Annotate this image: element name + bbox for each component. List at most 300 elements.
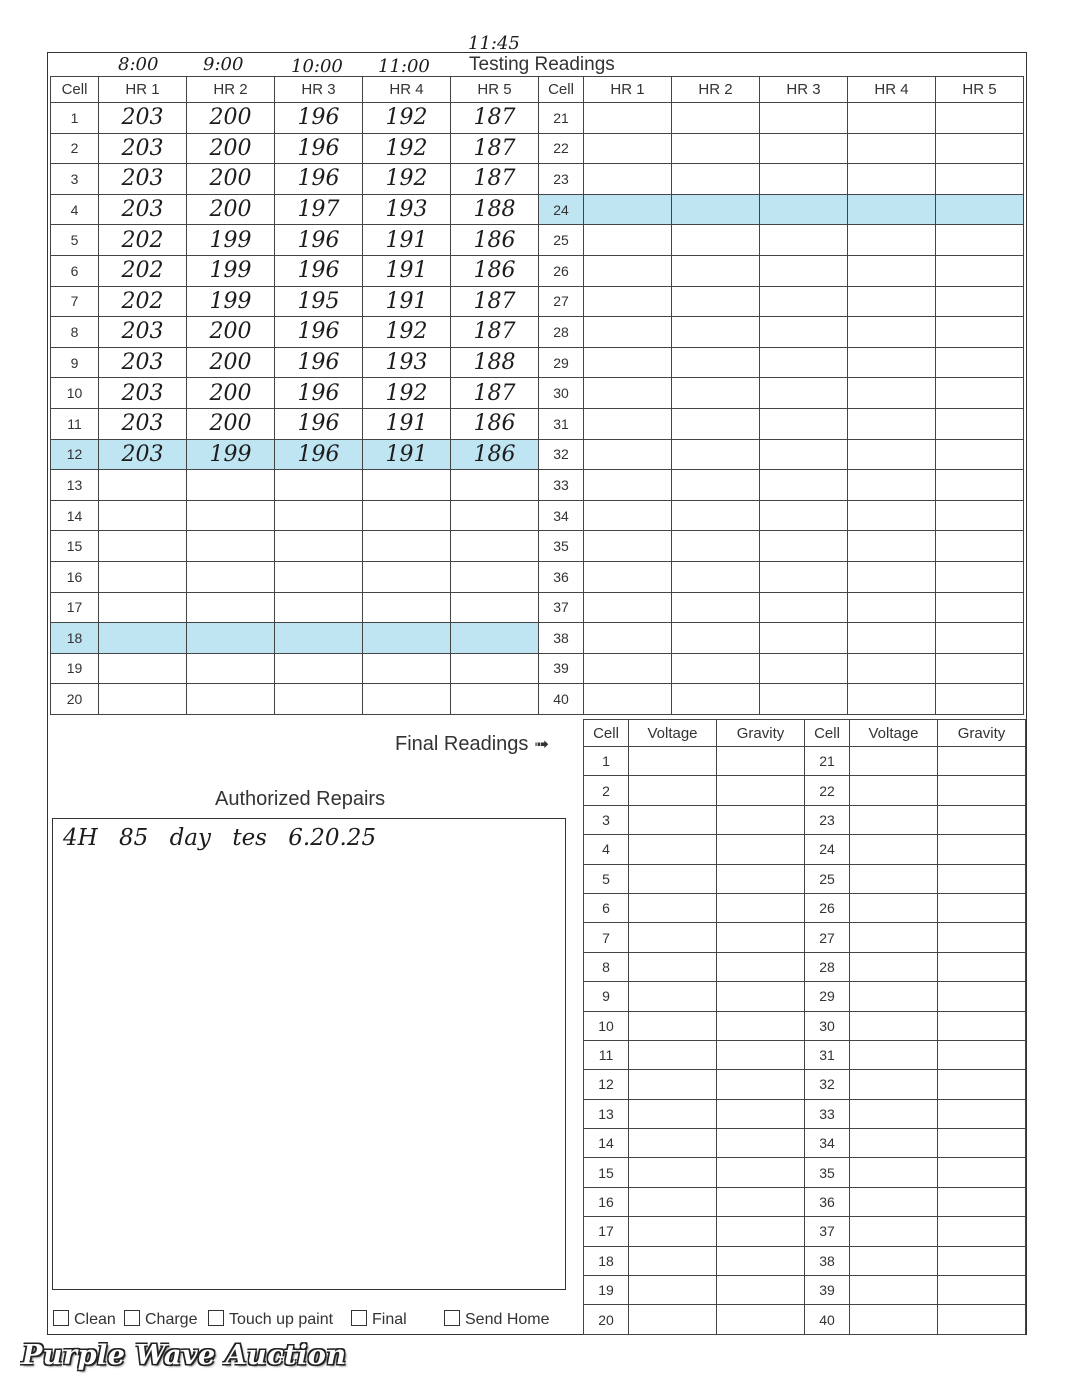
voltage-field[interactable]	[629, 776, 717, 805]
gravity-field[interactable]	[938, 1070, 1026, 1099]
reading-hr1[interactable]	[99, 561, 187, 592]
reading-hr4[interactable]	[848, 255, 936, 286]
reading-hr4[interactable]	[848, 286, 936, 317]
reading-hr1[interactable]	[584, 500, 672, 531]
cell-number: 10	[51, 378, 99, 409]
reading-hr1[interactable]	[584, 164, 672, 195]
reading-hr1[interactable]: 203	[99, 103, 187, 134]
reading-hr5[interactable]	[936, 225, 1024, 256]
reading-hr5[interactable]: 187	[451, 317, 539, 348]
gravity-field[interactable]	[938, 1011, 1026, 1040]
cell-number: 38	[805, 1246, 850, 1275]
final-readings-text: Final Readings	[395, 733, 529, 755]
reading-hr3[interactable]	[760, 684, 848, 715]
reading-hr5[interactable]	[936, 470, 1024, 501]
reading-hr1[interactable]	[99, 653, 187, 684]
gravity-field[interactable]	[717, 1187, 805, 1216]
reading-hr4[interactable]	[363, 684, 451, 715]
voltage-field[interactable]	[629, 864, 717, 893]
checkbox-square-icon[interactable]	[208, 1310, 224, 1326]
reading-hr2[interactable]: 200	[187, 164, 275, 195]
reading-hr4[interactable]	[848, 317, 936, 348]
reading-hr5[interactable]	[936, 194, 1024, 225]
reading-hr5[interactable]	[936, 133, 1024, 164]
voltage-field[interactable]	[850, 805, 938, 834]
reading-hr2[interactable]	[672, 531, 760, 562]
gravity-field[interactable]	[717, 1305, 805, 1334]
voltage-field[interactable]	[629, 923, 717, 952]
gravity-field[interactable]	[717, 835, 805, 864]
reading-hr3[interactable]	[760, 408, 848, 439]
voltage-field[interactable]	[850, 952, 938, 981]
reading-hr5[interactable]	[936, 408, 1024, 439]
reading-hr2[interactable]	[187, 500, 275, 531]
reading-hr4[interactable]: 193	[363, 194, 451, 225]
reading-hr5[interactable]	[936, 623, 1024, 654]
reading-hr1[interactable]	[99, 470, 187, 501]
checkbox-square-icon[interactable]	[124, 1310, 140, 1326]
gravity-field[interactable]	[938, 1040, 1026, 1069]
reading-hr4[interactable]: 192	[363, 317, 451, 348]
reading-hr1[interactable]	[99, 500, 187, 531]
checkbox-final[interactable]	[351, 1310, 407, 1329]
reading-hr4[interactable]	[848, 194, 936, 225]
reading-hr5[interactable]	[451, 531, 539, 562]
reading-hr5[interactable]	[451, 500, 539, 531]
reading-hr3[interactable]: 196	[275, 378, 363, 409]
reading-hr5[interactable]	[936, 561, 1024, 592]
reading-hr5[interactable]: 187	[451, 103, 539, 134]
reading-hr3[interactable]	[760, 531, 848, 562]
reading-hr2[interactable]	[672, 653, 760, 684]
voltage-field[interactable]	[850, 1011, 938, 1040]
reading-hr2[interactable]: 200	[187, 103, 275, 134]
reading-hr2[interactable]: 200	[187, 347, 275, 378]
reading-hr5[interactable]: 186	[451, 255, 539, 286]
reading-hr3[interactable]	[760, 194, 848, 225]
voltage-field[interactable]	[629, 747, 717, 776]
voltage-field[interactable]	[850, 747, 938, 776]
checkbox-send-home[interactable]	[444, 1310, 550, 1329]
gravity-field[interactable]	[717, 1099, 805, 1128]
gravity-field[interactable]	[717, 1129, 805, 1158]
reading-hr3[interactable]	[760, 225, 848, 256]
reading-hr2[interactable]: 200	[187, 133, 275, 164]
reading-hr5[interactable]	[451, 470, 539, 501]
reading-hr5[interactable]	[451, 653, 539, 684]
reading-hr2[interactable]	[672, 286, 760, 317]
reading-hr1[interactable]	[584, 255, 672, 286]
reading-hr4[interactable]	[363, 561, 451, 592]
voltage-field[interactable]	[629, 1276, 717, 1305]
reading-hr2[interactable]	[187, 684, 275, 715]
gravity-field[interactable]	[938, 893, 1026, 922]
reading-hr5[interactable]: 187	[451, 286, 539, 317]
gravity-field[interactable]	[938, 1158, 1026, 1187]
reading-hr3[interactable]: 196	[275, 347, 363, 378]
reading-hr3[interactable]	[275, 623, 363, 654]
reading-hr2[interactable]	[672, 103, 760, 134]
reading-hr3[interactable]	[760, 500, 848, 531]
reading-hr4[interactable]	[848, 225, 936, 256]
reading-hr3[interactable]	[760, 255, 848, 286]
reading-hr1[interactable]	[584, 225, 672, 256]
reading-hr1[interactable]	[584, 317, 672, 348]
reading-hr4[interactable]	[363, 531, 451, 562]
authorized-repairs-box[interactable]	[52, 818, 566, 1290]
reading-hr3[interactable]	[760, 439, 848, 470]
reading-hr3[interactable]	[275, 531, 363, 562]
reading-hr1[interactable]	[584, 684, 672, 715]
checkbox-charge[interactable]	[124, 1310, 197, 1329]
reading-hr5[interactable]	[936, 531, 1024, 562]
gravity-field[interactable]	[938, 1099, 1026, 1128]
gravity-field[interactable]	[938, 982, 1026, 1011]
reading-hr5[interactable]: 188	[451, 347, 539, 378]
reading-hr1[interactable]	[99, 623, 187, 654]
reading-hr1[interactable]	[584, 103, 672, 134]
reading-hr5[interactable]: 187	[451, 378, 539, 409]
voltage-field[interactable]	[629, 1246, 717, 1275]
reading-hr2[interactable]	[672, 470, 760, 501]
reading-hr2[interactable]	[672, 561, 760, 592]
voltage-field[interactable]	[850, 1187, 938, 1216]
reading-hr3[interactable]: 196	[275, 164, 363, 195]
reading-hr5[interactable]	[936, 439, 1024, 470]
reading-hr3[interactable]	[760, 103, 848, 134]
gravity-field[interactable]	[717, 952, 805, 981]
reading-hr3[interactable]: 196	[275, 103, 363, 134]
reading-hr5[interactable]	[451, 561, 539, 592]
reading-hr1[interactable]: 202	[99, 225, 187, 256]
reading-hr5[interactable]: 188	[451, 194, 539, 225]
gravity-field[interactable]	[717, 1040, 805, 1069]
reading-hr2[interactable]	[187, 592, 275, 623]
reading-hr2[interactable]: 200	[187, 378, 275, 409]
gravity-field[interactable]	[717, 747, 805, 776]
gravity-field[interactable]	[938, 776, 1026, 805]
reading-hr1[interactable]	[584, 592, 672, 623]
reading-hr1[interactable]: 203	[99, 317, 187, 348]
reading-hr3[interactable]: 196	[275, 439, 363, 470]
voltage-field[interactable]	[629, 1011, 717, 1040]
reading-hr3[interactable]: 196	[275, 255, 363, 286]
reading-hr2[interactable]	[672, 500, 760, 531]
reading-hr5[interactable]: 187	[451, 133, 539, 164]
gravity-field[interactable]	[717, 1217, 805, 1246]
voltage-field[interactable]	[629, 952, 717, 981]
reading-hr2[interactable]	[672, 317, 760, 348]
reading-hr3[interactable]: 196	[275, 317, 363, 348]
reading-hr4[interactable]	[848, 164, 936, 195]
reading-hr4[interactable]: 191	[363, 439, 451, 470]
voltage-field[interactable]	[629, 1070, 717, 1099]
gravity-field[interactable]	[938, 1246, 1026, 1275]
reading-hr2[interactable]	[672, 164, 760, 195]
reading-hr5[interactable]: 186	[451, 408, 539, 439]
voltage-field[interactable]	[850, 835, 938, 864]
reading-hr4[interactable]	[848, 133, 936, 164]
reading-hr3[interactable]	[760, 470, 848, 501]
reading-hr3[interactable]	[760, 653, 848, 684]
voltage-field[interactable]	[850, 1276, 938, 1305]
voltage-field[interactable]	[629, 1129, 717, 1158]
voltage-field[interactable]	[629, 893, 717, 922]
reading-hr2[interactable]: 199	[187, 286, 275, 317]
reading-hr2[interactable]	[187, 653, 275, 684]
reading-hr1[interactable]	[584, 408, 672, 439]
reading-hr2[interactable]	[672, 378, 760, 409]
reading-hr4[interactable]	[363, 592, 451, 623]
reading-hr3[interactable]: 196	[275, 408, 363, 439]
reading-hr3[interactable]	[760, 623, 848, 654]
voltage-field[interactable]	[850, 1129, 938, 1158]
reading-hr3[interactable]	[760, 378, 848, 409]
reading-hr4[interactable]: 192	[363, 133, 451, 164]
reading-hr3[interactable]	[760, 592, 848, 623]
reading-hr4[interactable]: 192	[363, 378, 451, 409]
reading-hr5[interactable]	[936, 317, 1024, 348]
voltage-field[interactable]	[850, 923, 938, 952]
table-row	[584, 1129, 1026, 1158]
gravity-field[interactable]	[717, 1070, 805, 1099]
reading-hr3[interactable]	[275, 684, 363, 715]
voltage-field[interactable]	[850, 864, 938, 893]
reading-hr1[interactable]	[584, 561, 672, 592]
reading-hr2[interactable]: 200	[187, 194, 275, 225]
reading-hr5[interactable]	[451, 623, 539, 654]
reading-hr2[interactable]	[672, 133, 760, 164]
reading-hr2[interactable]	[672, 255, 760, 286]
gravity-field[interactable]	[717, 1011, 805, 1040]
reading-hr4[interactable]	[848, 684, 936, 715]
reading-hr5[interactable]	[936, 255, 1024, 286]
reading-hr3[interactable]: 195	[275, 286, 363, 317]
gravity-field[interactable]	[938, 1129, 1026, 1158]
reading-hr4[interactable]	[848, 500, 936, 531]
voltage-field[interactable]	[629, 805, 717, 834]
reading-hr2[interactable]: 200	[187, 408, 275, 439]
reading-hr2[interactable]: 199	[187, 225, 275, 256]
voltage-field[interactable]	[850, 1070, 938, 1099]
reading-hr4[interactable]	[848, 439, 936, 470]
voltage-field[interactable]	[850, 893, 938, 922]
gravity-field[interactable]	[938, 747, 1026, 776]
reading-hr2[interactable]	[672, 684, 760, 715]
checkbox-square-icon[interactable]	[53, 1310, 69, 1326]
voltage-field[interactable]	[629, 1158, 717, 1187]
reading-hr1[interactable]: 203	[99, 194, 187, 225]
reading-hr4[interactable]	[848, 470, 936, 501]
reading-hr1[interactable]: 203	[99, 164, 187, 195]
voltage-field[interactable]	[629, 1099, 717, 1128]
table-row	[539, 133, 1024, 164]
reading-hr4[interactable]	[363, 653, 451, 684]
reading-hr1[interactable]	[584, 531, 672, 562]
voltage-field[interactable]	[850, 1305, 938, 1334]
gravity-field[interactable]	[717, 982, 805, 1011]
reading-hr1[interactable]	[584, 133, 672, 164]
checkbox-touch-up-paint[interactable]	[208, 1310, 333, 1329]
reading-hr3[interactable]: 196	[275, 133, 363, 164]
gravity-field[interactable]	[717, 893, 805, 922]
reading-hr2[interactable]	[187, 470, 275, 501]
reading-hr5[interactable]: 186	[451, 225, 539, 256]
reading-hr4[interactable]	[848, 592, 936, 623]
reading-hr5[interactable]	[936, 164, 1024, 195]
reading-hr1[interactable]: 203	[99, 439, 187, 470]
reading-hr5[interactable]	[936, 286, 1024, 317]
reading-hr1[interactable]: 203	[99, 378, 187, 409]
gravity-field[interactable]	[938, 1305, 1026, 1334]
reading-hr3[interactable]	[275, 653, 363, 684]
reading-hr2[interactable]	[672, 439, 760, 470]
reading-hr4[interactable]	[363, 623, 451, 654]
voltage-field[interactable]	[629, 982, 717, 1011]
reading-hr1[interactable]: 203	[99, 408, 187, 439]
gravity-field[interactable]	[717, 805, 805, 834]
reading-hr1[interactable]	[584, 194, 672, 225]
reading-hr4[interactable]	[363, 470, 451, 501]
reading-hr2[interactable]	[672, 225, 760, 256]
reading-hr4[interactable]	[848, 408, 936, 439]
voltage-field[interactable]	[850, 776, 938, 805]
gravity-field[interactable]	[938, 952, 1026, 981]
reading-hr4[interactable]	[848, 561, 936, 592]
gravity-field[interactable]	[717, 864, 805, 893]
reading-hr1[interactable]	[584, 470, 672, 501]
gravity-field[interactable]	[938, 1217, 1026, 1246]
checkbox-square-icon[interactable]	[351, 1310, 367, 1326]
reading-hr1[interactable]	[584, 286, 672, 317]
gravity-field[interactable]	[938, 923, 1026, 952]
reading-hr4[interactable]	[848, 103, 936, 134]
voltage-field[interactable]	[850, 1099, 938, 1128]
reading-hr5[interactable]: 187	[451, 164, 539, 195]
gravity-field[interactable]	[717, 1276, 805, 1305]
reading-hr3[interactable]	[275, 561, 363, 592]
reading-hr2[interactable]	[187, 531, 275, 562]
reading-hr1[interactable]	[99, 684, 187, 715]
reading-hr5[interactable]: 186	[451, 439, 539, 470]
reading-hr5[interactable]	[451, 592, 539, 623]
gravity-field[interactable]	[938, 1276, 1026, 1305]
reading-hr4[interactable]	[848, 623, 936, 654]
gravity-field[interactable]	[717, 1246, 805, 1275]
cell-number: 24	[805, 835, 850, 864]
reading-hr3[interactable]	[760, 347, 848, 378]
reading-hr3[interactable]	[760, 286, 848, 317]
reading-hr4[interactable]: 192	[363, 164, 451, 195]
reading-hr5[interactable]	[936, 378, 1024, 409]
reading-hr1[interactable]: 202	[99, 286, 187, 317]
reading-hr1[interactable]	[584, 439, 672, 470]
voltage-field[interactable]	[850, 1217, 938, 1246]
reading-hr2[interactable]	[672, 623, 760, 654]
voltage-field[interactable]	[629, 1040, 717, 1069]
table-row	[51, 347, 539, 378]
gravity-field[interactable]	[717, 776, 805, 805]
reading-hr4[interactable]	[363, 500, 451, 531]
voltage-field[interactable]	[850, 1040, 938, 1069]
voltage-field[interactable]	[850, 1246, 938, 1275]
reading-hr1[interactable]	[584, 653, 672, 684]
reading-hr1[interactable]	[584, 347, 672, 378]
reading-hr1[interactable]: 203	[99, 347, 187, 378]
reading-hr4[interactable]: 191	[363, 408, 451, 439]
voltage-field[interactable]	[629, 835, 717, 864]
reading-hr5[interactable]	[936, 500, 1024, 531]
voltage-field[interactable]	[629, 1217, 717, 1246]
reading-hr3[interactable]: 197	[275, 194, 363, 225]
voltage-field[interactable]	[850, 982, 938, 1011]
gravity-field[interactable]	[938, 864, 1026, 893]
reading-hr4[interactable]: 193	[363, 347, 451, 378]
voltage-field[interactable]	[629, 1187, 717, 1216]
reading-hr3[interactable]	[275, 470, 363, 501]
reading-hr2[interactable]	[672, 592, 760, 623]
reading-hr4[interactable]	[848, 531, 936, 562]
reading-hr5[interactable]	[936, 684, 1024, 715]
reading-hr4[interactable]	[848, 378, 936, 409]
reading-hr2[interactable]: 199	[187, 255, 275, 286]
reading-hr2[interactable]	[672, 194, 760, 225]
cell-number: 39	[805, 1276, 850, 1305]
reading-hr5[interactable]	[936, 103, 1024, 134]
reading-hr2[interactable]	[187, 623, 275, 654]
reading-hr2[interactable]	[672, 347, 760, 378]
checkbox-clean[interactable]	[53, 1310, 116, 1329]
reading-hr1[interactable]	[99, 592, 187, 623]
reading-hr4[interactable]: 191	[363, 225, 451, 256]
reading-hr1[interactable]	[584, 378, 672, 409]
reading-hr5[interactable]	[936, 592, 1024, 623]
gravity-field[interactable]	[717, 923, 805, 952]
reading-hr3[interactable]	[760, 164, 848, 195]
reading-hr3[interactable]: 196	[275, 225, 363, 256]
gravity-field[interactable]	[717, 1158, 805, 1187]
reading-hr2[interactable]: 200	[187, 317, 275, 348]
reading-hr4[interactable]	[848, 653, 936, 684]
reading-hr1[interactable]: 203	[99, 133, 187, 164]
reading-hr3[interactable]	[275, 500, 363, 531]
voltage-field[interactable]	[629, 1305, 717, 1334]
reading-hr4[interactable]: 191	[363, 255, 451, 286]
reading-hr2[interactable]	[187, 561, 275, 592]
reading-hr5[interactable]	[936, 653, 1024, 684]
reading-hr4[interactable]	[848, 347, 936, 378]
reading-hr5[interactable]	[936, 347, 1024, 378]
reading-hr2[interactable]: 199	[187, 439, 275, 470]
reading-hr2[interactable]	[672, 408, 760, 439]
checkbox-square-icon[interactable]	[444, 1310, 460, 1326]
voltage-field[interactable]	[850, 1158, 938, 1187]
reading-hr3[interactable]	[760, 317, 848, 348]
reading-hr3[interactable]	[760, 561, 848, 592]
gravity-field[interactable]	[938, 805, 1026, 834]
gravity-field[interactable]	[938, 1187, 1026, 1216]
table-row	[584, 864, 1026, 893]
reading-hr3[interactable]	[760, 133, 848, 164]
reading-hr5[interactable]	[451, 684, 539, 715]
reading-hr3[interactable]	[275, 592, 363, 623]
gravity-field[interactable]	[938, 835, 1026, 864]
reading-hr1[interactable]	[99, 531, 187, 562]
reading-hr1[interactable]: 202	[99, 255, 187, 286]
reading-hr1[interactable]	[584, 623, 672, 654]
reading-hr4[interactable]: 192	[363, 103, 451, 134]
reading-hr4[interactable]: 191	[363, 286, 451, 317]
